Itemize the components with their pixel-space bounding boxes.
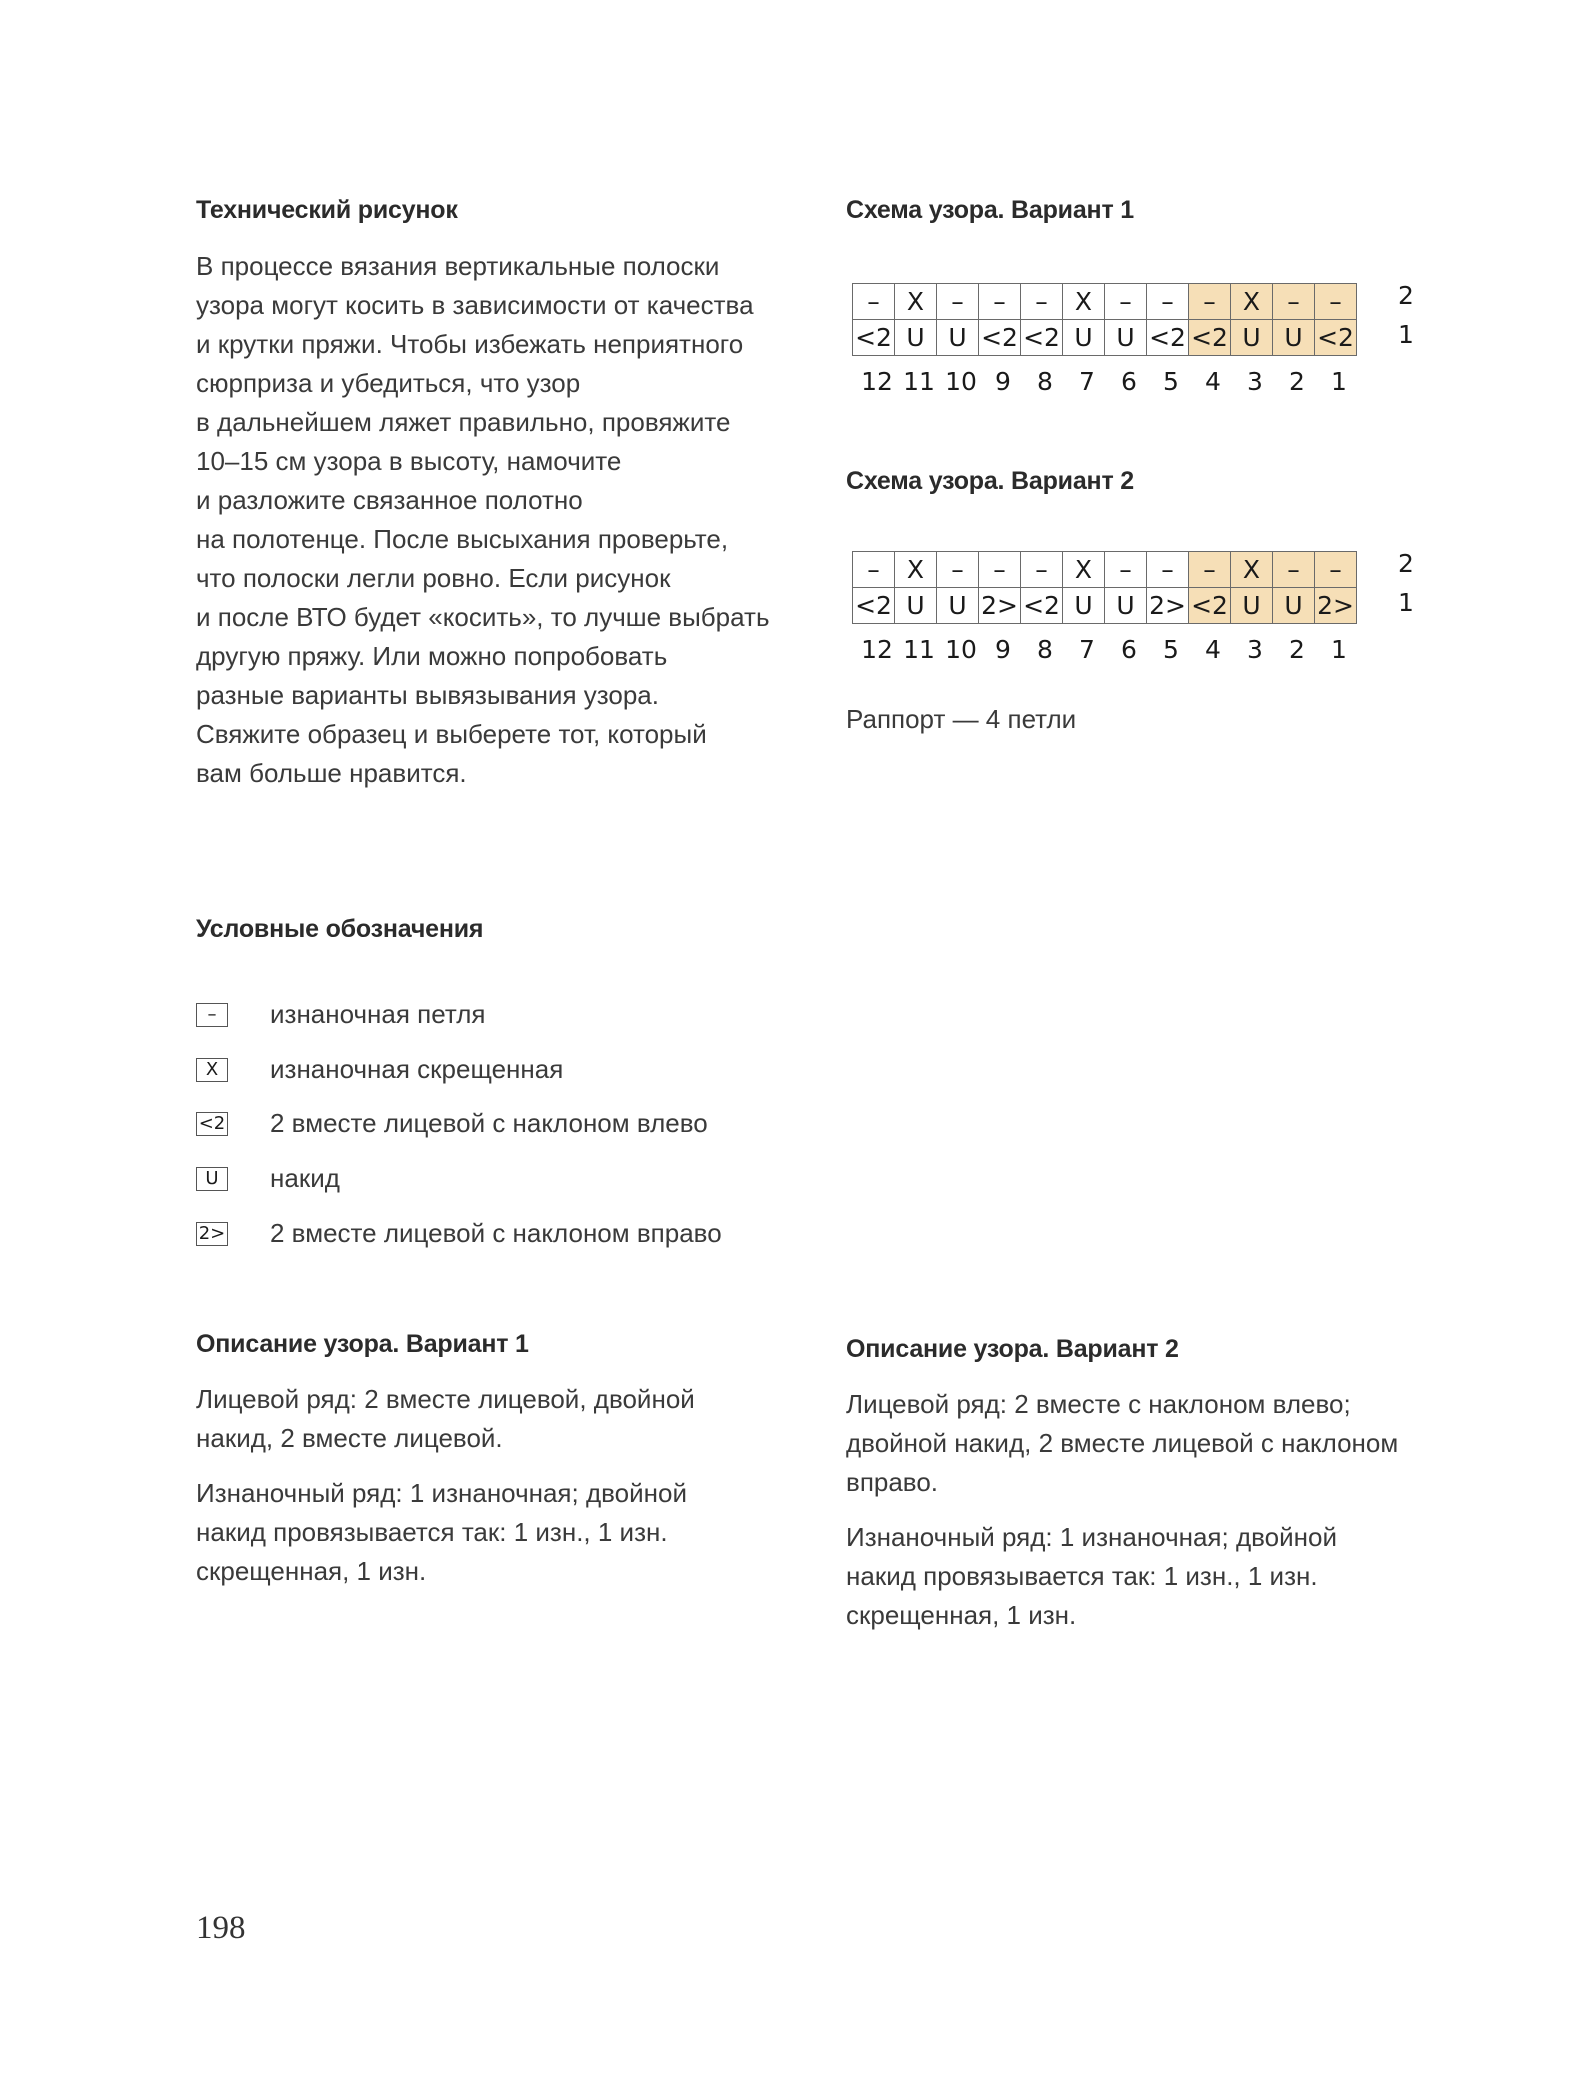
chart-cell: U: [895, 320, 937, 356]
tech-line: В процессе вязания вертикальные полоски: [196, 251, 720, 281]
chart-cell-rapport: <2: [1189, 320, 1231, 356]
chart-cell-rapport: –: [1315, 552, 1357, 588]
legend-symbol: 2>: [196, 1222, 228, 1246]
column-label: 10: [945, 367, 977, 396]
chart-cell-rapport: U: [1231, 588, 1273, 624]
chart-cell: –: [853, 284, 895, 320]
chart-cell-rapport: 2>: [1315, 588, 1357, 624]
chart-row-2: [853, 552, 1357, 588]
desc1-line: Лицевой ряд: 2 вместе лицевой, двойной: [196, 1384, 695, 1414]
chart-cell-rapport: –: [1315, 284, 1357, 320]
chart-cell-rapport: –: [1273, 552, 1315, 588]
chart-row-1: [853, 320, 1357, 356]
column-label: 5: [1163, 635, 1179, 664]
desc2-line: двойной накид, 2 вместе лицевой с наклоном: [846, 1428, 1399, 1458]
tech-line: и после ВТО будет «косить», то лучше выбрать: [196, 602, 770, 632]
column-label: 1: [1331, 635, 1347, 664]
column-label: 5: [1163, 367, 1179, 396]
chart-cell: <2: [1021, 320, 1063, 356]
chart-cell-rapport: –: [1189, 284, 1231, 320]
chart-cell: –: [1105, 284, 1147, 320]
chart-cell: X: [1063, 552, 1105, 588]
column-label: 8: [1037, 635, 1053, 664]
desc1-text: [196, 1380, 695, 1607]
desc1-paragraph: [196, 1474, 695, 1591]
chart-cell: –: [853, 552, 895, 588]
column-label: 12: [861, 635, 893, 664]
column-label: 9: [995, 367, 1011, 396]
column-label: 9: [995, 635, 1011, 664]
tech-heading: Технический рисунок: [196, 196, 458, 224]
tech-line: вам больше нравится.: [196, 758, 467, 788]
desc2-paragraph: [846, 1385, 1398, 1502]
tech-line: разные варианты вывязывания узора.: [196, 680, 659, 710]
chart-cell: –: [1147, 552, 1189, 588]
scheme2-chart: [852, 551, 1357, 624]
desc2-paragraph: [846, 1518, 1398, 1635]
column-label: 6: [1121, 367, 1137, 396]
chart-cell: U: [937, 320, 979, 356]
chart-cell: –: [1021, 552, 1063, 588]
column-label: 10: [945, 635, 977, 664]
chart-cell: U: [937, 588, 979, 624]
chart-cell-rapport: –: [1189, 552, 1231, 588]
chart-cell: –: [979, 284, 1021, 320]
column-label: 7: [1079, 367, 1095, 396]
tech-line: другую пряжу. Или можно попробовать: [196, 641, 668, 671]
desc2-line: Изнаночный ряд: 1 изнаночная; двойной: [846, 1522, 1337, 1552]
desc1-line: скрещенная, 1 изн.: [196, 1556, 427, 1586]
desc1-heading: Описание узора. Вариант 1: [196, 1330, 529, 1358]
chart-cell: –: [1147, 284, 1189, 320]
column-label: 8: [1037, 367, 1053, 396]
tech-line: что полоски легли ровно. Если рисунок: [196, 563, 671, 593]
legend-item: [196, 1108, 708, 1139]
chart-cell-rapport: <2: [1189, 588, 1231, 624]
scheme1-grid: [852, 283, 1357, 356]
column-label: 3: [1247, 367, 1263, 396]
desc1-line: Изнаночный ряд: 1 изнаночная; двойной: [196, 1478, 687, 1508]
legend-label: 2 вместе лицевой с наклоном вправо: [270, 1218, 722, 1248]
chart-cell: U: [1105, 588, 1147, 624]
chart-cell-rapport: U: [1273, 588, 1315, 624]
tech-line: сюрприза и убедиться, что узор: [196, 368, 581, 398]
chart-cell-rapport: X: [1231, 552, 1273, 588]
chart-cell: <2: [853, 320, 895, 356]
tech-line: Свяжите образец и выберете тот, который: [196, 719, 707, 749]
chart-cell: X: [1063, 284, 1105, 320]
chart-cell: U: [895, 588, 937, 624]
column-label: 6: [1121, 635, 1137, 664]
page-number: 198: [196, 1910, 246, 1946]
chart-cell: –: [1105, 552, 1147, 588]
chart-cell-rapport: U: [1231, 320, 1273, 356]
scheme1-heading: Схема узора. Вариант 1: [846, 196, 1134, 224]
column-label: 7: [1079, 635, 1095, 664]
chart-cell: –: [979, 552, 1021, 588]
desc2-heading: Описание узора. Вариант 2: [846, 1335, 1179, 1363]
chart-cell: U: [1105, 320, 1147, 356]
column-label: 2: [1289, 367, 1305, 396]
tech-line: в дальнейшем ляжет правильно, провяжите: [196, 407, 731, 437]
legend-label: изнаночная скрещенная: [270, 1054, 564, 1084]
chart-cell-rapport: U: [1273, 320, 1315, 356]
chart-cell-rapport: <2: [1315, 320, 1357, 356]
tech-line: узора могут косить в зависимости от качества: [196, 290, 754, 320]
column-label: 3: [1247, 635, 1263, 664]
legend-symbol: U: [196, 1167, 228, 1191]
column-label: 11: [903, 635, 935, 664]
tech-paragraph: [196, 247, 770, 793]
scheme1-column-labels: [856, 367, 1360, 396]
chart-row-1: [853, 588, 1357, 624]
chart-cell: <2: [853, 588, 895, 624]
desc1-line: накид провязывается так: 1 изн., 1 изн.: [196, 1517, 668, 1547]
chart-cell-rapport: X: [1231, 284, 1273, 320]
rapport-note: Раппорт — 4 петли: [846, 704, 1077, 734]
scheme2-heading: Схема узора. Вариант 2: [846, 467, 1134, 495]
legend-label: изнаночная петля: [270, 999, 486, 1029]
tech-line: и крутки пряжи. Чтобы избежать неприятного: [196, 329, 744, 359]
legend-symbol: –: [196, 1003, 228, 1027]
legend-label: 2 вместе лицевой с наклоном влево: [270, 1108, 708, 1138]
chart-cell: X: [895, 284, 937, 320]
legend-label: накид: [270, 1163, 340, 1193]
desc2-line: скрещенная, 1 изн.: [846, 1600, 1077, 1630]
desc2-line: накид провязывается так: 1 изн., 1 изн.: [846, 1561, 1318, 1591]
column-label: 11: [903, 367, 935, 396]
legend-heading: Условные обозначения: [196, 915, 484, 943]
chart-cell: 2>: [1147, 588, 1189, 624]
desc1-paragraph: [196, 1380, 695, 1458]
chart-cell: –: [1021, 284, 1063, 320]
desc2-line: вправо.: [846, 1467, 939, 1497]
chart-cell: –: [937, 552, 979, 588]
legend-symbol: <2: [196, 1112, 228, 1136]
scheme1-chart: [852, 283, 1357, 356]
desc2-line: Лицевой ряд: 2 вместе с наклоном влево;: [846, 1389, 1351, 1419]
tech-line: на полотенце. После высыхания проверьте,: [196, 524, 729, 554]
row-label: 1: [1398, 588, 1414, 617]
legend-item: [196, 1054, 563, 1085]
column-label: 1: [1331, 367, 1347, 396]
scheme2-grid: [852, 551, 1357, 624]
chart-cell: <2: [979, 320, 1021, 356]
legend-item: [196, 999, 485, 1030]
legend-item: [196, 1218, 722, 1249]
chart-cell: –: [937, 284, 979, 320]
chart-cell: U: [1063, 588, 1105, 624]
chart-cell-rapport: –: [1273, 284, 1315, 320]
chart-cell: 2>: [979, 588, 1021, 624]
row-label: 2: [1398, 281, 1414, 310]
column-label: 12: [861, 367, 893, 396]
tech-line: и разложите связанное полотно: [196, 485, 583, 515]
legend-item: [196, 1163, 340, 1194]
chart-cell: U: [1063, 320, 1105, 356]
tech-line: 10–15 см узора в высоту, намочите: [196, 446, 622, 476]
scheme2-column-labels: [856, 635, 1360, 664]
chart-cell: <2: [1021, 588, 1063, 624]
desc2-text: [846, 1385, 1398, 1651]
legend-symbol: X: [196, 1058, 228, 1082]
chart-cell: X: [895, 552, 937, 588]
column-label: 2: [1289, 635, 1305, 664]
column-label: 4: [1205, 635, 1221, 664]
row-label: 2: [1398, 549, 1414, 578]
chart-cell: <2: [1147, 320, 1189, 356]
desc1-line: накид, 2 вместе лицевой.: [196, 1423, 503, 1453]
chart-row-2: [853, 284, 1357, 320]
column-label: 4: [1205, 367, 1221, 396]
row-label: 1: [1398, 320, 1414, 349]
